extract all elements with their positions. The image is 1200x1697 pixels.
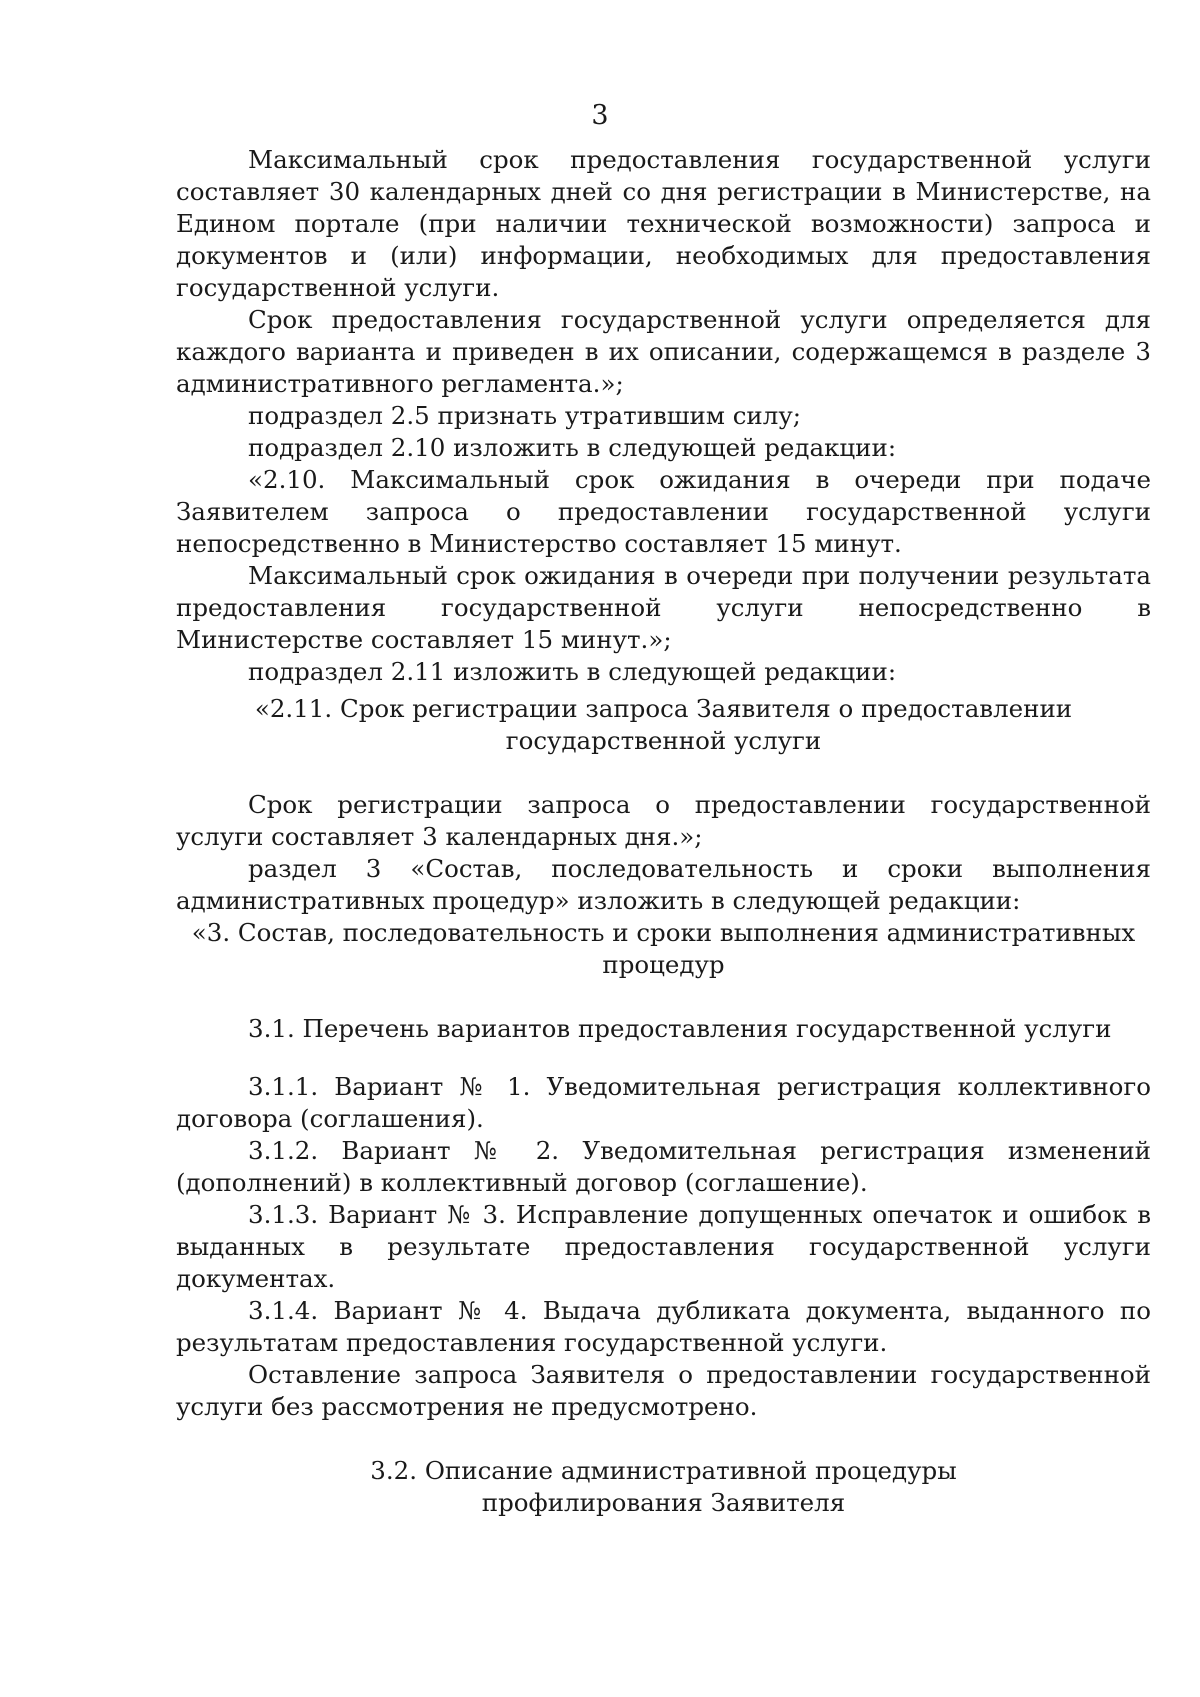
paragraph-variant-1: 3.1.1. Вариант № 1. Уведомительная регистрация коллективного договора (соглашения). (176, 1072, 1151, 1133)
document-body (176, 144, 1151, 1519)
heading-section-3-line1: «3. Состав, последовательность и сроки выполнения административных (191, 918, 1136, 947)
paragraph-subsection-2-5: подраздел 2.5 признать утратившим силу; (248, 401, 801, 430)
paragraph-section-3-intro: раздел 3 «Состав, последовательность и сроки выполнения административных процедур» изложить в следующей редакции: (176, 854, 1151, 915)
paragraph-variant-2: 3.1.2. Вариант № 2. Уведомительная регистрация изменений (дополнений) в коллективный договор (соглашение). (176, 1136, 1151, 1197)
spacer (176, 1423, 1151, 1455)
spacer (176, 981, 1151, 1013)
paragraph-no-rejection: Оставление запроса Заявителя о предоставлении государственной услуги без рассмотрения не предусмотрено. (176, 1360, 1151, 1421)
heading-3-2-line1: 3.2. Описание административной процедуры (370, 1456, 957, 1485)
paragraph-variant-3: 3.1.3. Вариант № 3. Исправление допущенных опечаток и ошибок в выданных в результате предоставления государственной услуги документах. (176, 1200, 1151, 1293)
page-number: 3 (591, 100, 609, 131)
heading-3-2-line2: профилирования Заявителя (481, 1488, 846, 1517)
paragraph-max-term: Максимальный срок предоставления государственной услуги составляет 30 календарных дней со дня регистрации в Министерстве, на Едином портале (при наличии технической возможности) запроса и документов и (или) информации, необходимых для предоставления государственной услуги. (176, 145, 1151, 302)
heading-section-3-line2: процедур (602, 950, 725, 979)
heading-2-11-line1: «2.11. Срок регистрации запроса Заявителя о предоставлении (254, 694, 1073, 723)
paragraph-2-10-wait-submit: «2.10. Максимальный срок ожидания в очереди при подаче Заявителем запроса о предоставлении государственной услуги непосредственно в Министерство составляет 15 минут. (176, 465, 1151, 558)
paragraph-subsection-2-10-intro: подраздел 2.10 изложить в следующей редакции: (248, 433, 897, 462)
paragraph-2-10-wait-result: Максимальный срок ожидания в очереди при получении результата предоставления государственной услуги непосредственно в Министерстве составляет 15 минут.»; (176, 561, 1151, 654)
paragraph-term-per-variant: Срок предоставления государственной услуги определяется для каждого варианта и приведен в их описании, содержащемся в разделе 3 административного регламента.»; (176, 305, 1151, 398)
spacer (176, 1045, 1151, 1071)
heading-3-1: 3.1. Перечень вариантов предоставления государственной услуги (248, 1014, 1112, 1043)
heading-2-11-line2: государственной услуги (505, 726, 822, 755)
spacer (176, 757, 1151, 789)
paragraph-registration-term: Срок регистрации запроса о предоставлении государственной услуги составляет 3 календарных дня.»; (176, 790, 1151, 851)
paragraph-subsection-2-11-intro: подраздел 2.11 изложить в следующей редакции: (248, 657, 897, 686)
paragraph-variant-4: 3.1.4. Вариант № 4. Выдача дубликата документа, выданного по результатам предоставления государственной услуги. (176, 1296, 1151, 1357)
